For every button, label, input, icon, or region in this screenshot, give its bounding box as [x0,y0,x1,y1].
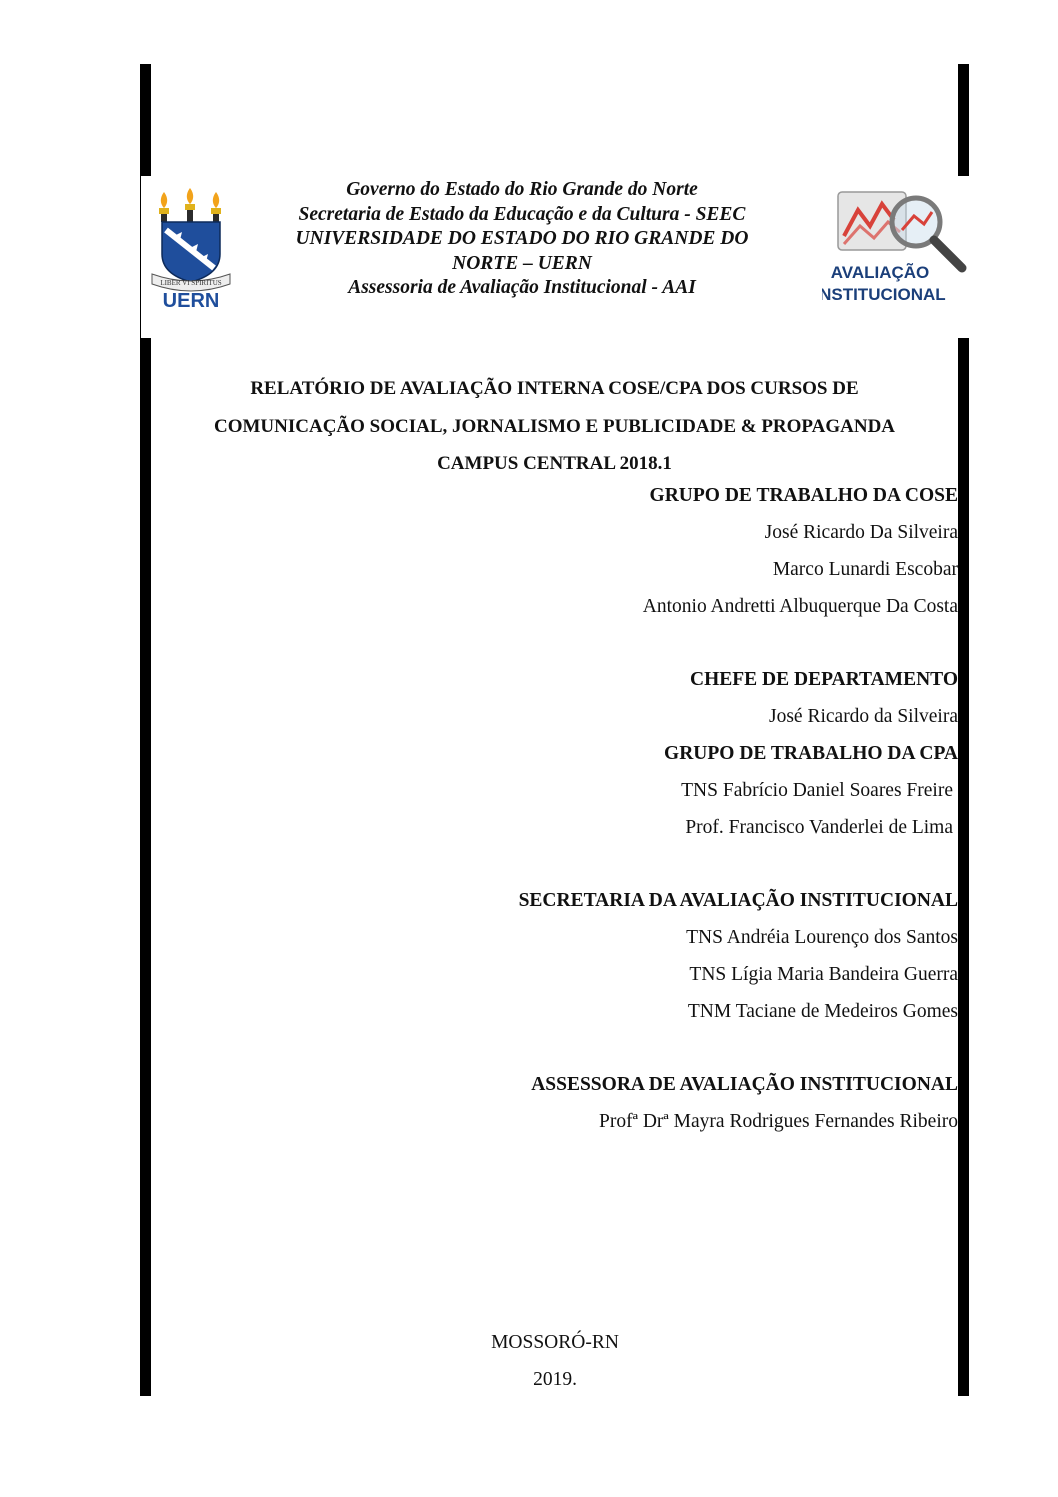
cose-member: Antonio Andretti Albuquerque Da Costa [642,596,958,617]
left-border-bar-top [140,64,151,176]
chefe-heading: CHEFE DE DEPARTAMENTO [689,669,958,690]
logo-text-institucional: INSTITUCIONAL [822,285,946,304]
report-title-line-2: COMUNICAÇÃO SOCIAL, JORNALISMO E PUBLICIDADE & PROPAGANDA [213,415,896,437]
cpa-member: TNS Fabrício Daniel Soares Freire [681,780,953,801]
uern-logo-text: UERN [162,290,220,312]
secretaria-heading: SECRETARIA DA AVALIAÇÃO INSTITUCIONAL [518,890,958,911]
cpa-heading: GRUPO DE TRABALHO DA CPA [664,743,958,764]
assessora-heading: ASSESSORA DE AVALIAÇÃO INSTITUCIONAL [531,1074,958,1095]
uern-motto: LIBER VI SPIRITUS [160,279,222,287]
right-border-bar-bottom [958,338,969,1396]
left-border-bar-bottom [140,338,151,1396]
report-title-line-1: RELATÓRIO DE AVALIAÇÃO INTERNA COSE/CPA DOS CURSOS DE [250,378,859,399]
right-border-bar-top [958,64,969,176]
header-line-secretariat: Secretaria de Estado da Educação e da Cultura - SEEC [298,203,746,225]
footer-year: 2019. [533,1369,577,1390]
secretaria-member: TNS Lígia Maria Bandeira Guerra [689,964,958,985]
torch-icon [185,188,195,222]
header-line-assessoria: Assessoria de Avaliação Institucional - AAI [348,277,696,299]
secretaria-member: TNM Taciane de Medeiros Gomes [687,1001,958,1022]
torch-icon [159,192,169,222]
torch-icon [211,192,221,222]
cose-member: José Ricardo Da Silveira [764,522,958,543]
footer-city: MOSSORÓ-RN [491,1332,619,1353]
report-title [151,370,958,483]
logo-text-avaliacao: AVALIAÇÃO [830,263,930,282]
assessora-name: Profª Drª Mayra Rodrigues Fernandes Ribeiro [599,1111,958,1132]
secretaria-member: TNS Andréia Lourenço dos Santos [686,927,958,948]
header-line-government: Governo do Estado do Rio Grande do Norte [346,179,698,200]
cose-member: Marco Lunardi Escobar [772,559,958,580]
cpa-member: Prof. Francisco Vanderlei de Lima [685,817,953,838]
cose-heading: GRUPO DE TRABALHO DA COSE [649,485,958,506]
magnifier-icon [892,198,962,268]
left-border-line [140,176,141,338]
institution-header [262,178,782,301]
chefe-name: José Ricardo da Silveira [769,706,958,727]
header-line-university-cont: NORTE – UERN [452,252,592,274]
uern-logo [144,184,239,312]
header-line-university: UNIVERSIDADE DO ESTADO DO RIO GRANDE DO [295,228,749,250]
report-title-line-3: CAMPUS CENTRAL 2018.1 [437,453,672,474]
avaliacao-institucional-logo [822,186,972,308]
